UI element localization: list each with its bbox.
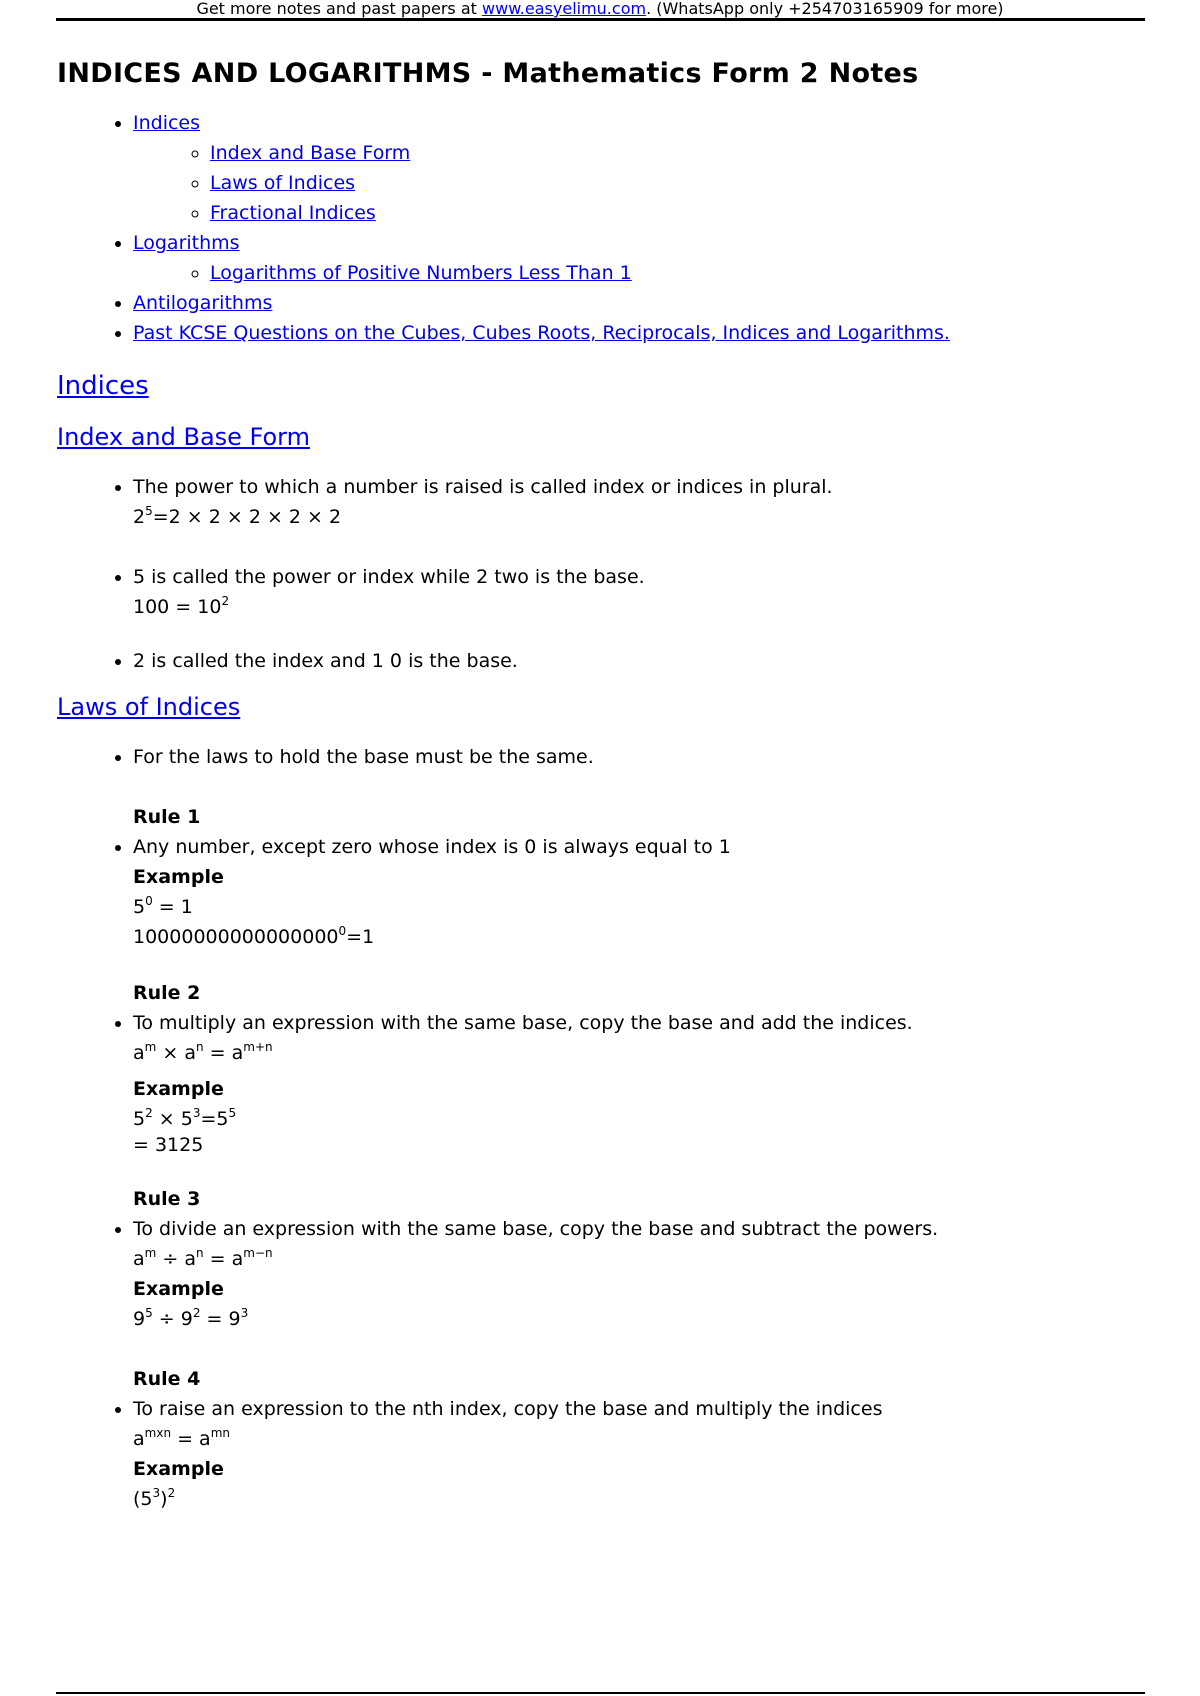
formula-exponent: 2 bbox=[145, 1106, 153, 1120]
toc-item bbox=[133, 228, 1137, 288]
bottom-rule bbox=[56, 1692, 1145, 1694]
toc-link-antilog[interactable]: Antilogarithms bbox=[133, 292, 273, 314]
rule-1-label: Rule 1 bbox=[133, 806, 201, 828]
toc-link-laws[interactable]: Laws of Indices bbox=[210, 172, 356, 194]
list-item bbox=[133, 562, 1137, 622]
header-site-link[interactable]: www.easyelimu.com bbox=[482, 0, 647, 18]
formula-rest: ÷ a bbox=[156, 1248, 197, 1270]
rule-2-text: • To multiply an expression with the same base, copy the base and add the indices. bbox=[133, 1012, 913, 1034]
rule-1-list bbox=[57, 832, 1137, 952]
document-body bbox=[57, 54, 1137, 1514]
formula-base: 9 bbox=[133, 1308, 146, 1330]
formula bbox=[133, 1424, 1137, 1454]
header-suffix: . (WhatsApp only +254703165909 for more) bbox=[646, 0, 1004, 18]
formula-exponent: 3 bbox=[192, 1106, 201, 1120]
rule-1-text: • Any number, except zero whose index is 0 is always equal to 1 bbox=[133, 836, 731, 858]
heading-link-index-base[interactable]: Index and Base Form bbox=[57, 423, 311, 451]
formula bbox=[133, 922, 1137, 952]
section-heading-indices bbox=[57, 368, 1137, 404]
bullet-text: • 2 is called the index and 1 0 is the base. bbox=[133, 650, 518, 672]
formula-rest: = 9 bbox=[200, 1308, 241, 1330]
toc-item bbox=[210, 138, 1137, 168]
formula-rest: × 5 bbox=[152, 1108, 193, 1130]
toc-item bbox=[210, 198, 1137, 228]
formula bbox=[133, 502, 1137, 532]
bullet-text: • The power to which a number is raised is called index or indices in plural. bbox=[133, 476, 833, 498]
formula-exponent: m+n bbox=[243, 1040, 273, 1054]
formula bbox=[133, 1244, 1137, 1274]
header-prefix: Get more notes and past papers at bbox=[196, 0, 483, 18]
top-rule bbox=[56, 18, 1145, 21]
list-item bbox=[133, 1008, 1137, 1156]
example-label: Example bbox=[133, 1458, 224, 1480]
formula-exponent: mxn bbox=[144, 1426, 172, 1440]
toc-link-log-less-one[interactable]: Logarithms of Positive Numbers Less Than 1 bbox=[210, 262, 632, 284]
formula bbox=[133, 1038, 1137, 1068]
formula-rest: ÷ 9 bbox=[152, 1308, 193, 1330]
formula-exponent: m−n bbox=[243, 1246, 273, 1260]
formula-rest: = a bbox=[203, 1248, 244, 1270]
formula bbox=[133, 1104, 1137, 1134]
formula-exponent: 5 bbox=[145, 504, 153, 518]
heading-link-indices[interactable]: Indices bbox=[57, 371, 149, 401]
toc-item bbox=[133, 108, 1137, 228]
index-base-list bbox=[57, 472, 1137, 676]
formula bbox=[133, 892, 1137, 922]
example-label: Example bbox=[133, 1278, 224, 1300]
list-item bbox=[133, 1214, 1137, 1334]
rule-4-text: • To raise an expression to the nth index, copy the base and multiply the indices bbox=[133, 1398, 883, 1420]
rule-2-label: Rule 2 bbox=[133, 982, 201, 1004]
formula-exponent: 2 bbox=[192, 1306, 201, 1320]
bullet-text: For the laws to hold the base must be the same. bbox=[133, 746, 594, 768]
formula-exponent: 0 bbox=[145, 894, 153, 908]
rule-3-text: • To divide an expression with the same base, copy the base and subtract the powers. bbox=[133, 1218, 939, 1240]
formula-exponent: 3 bbox=[240, 1306, 249, 1320]
header-banner bbox=[0, 0, 1200, 18]
page-title: INDICES AND LOGARITHMS - Mathematics Form 2 Notes bbox=[57, 58, 919, 89]
rule-2-list bbox=[57, 1008, 1137, 1156]
formula-exponent: 5 bbox=[228, 1106, 237, 1120]
formula-base: a bbox=[133, 1248, 145, 1270]
formula-exponent: 5 bbox=[145, 1306, 153, 1320]
toc-link-past-kcse[interactable]: Past KCSE Questions on the Cubes, Cubes Roots, Reciprocals, Indices and Logarithms. bbox=[133, 322, 950, 344]
formula-base: (5 bbox=[133, 1488, 153, 1510]
formula-rest: × a bbox=[156, 1042, 197, 1064]
formula-rest: =1 bbox=[346, 926, 375, 948]
example-label: Example bbox=[133, 1078, 224, 1100]
formula-base: 10000000000000000 bbox=[133, 926, 339, 948]
formula-exponent: n bbox=[196, 1040, 204, 1054]
toc-link-index-base[interactable]: Index and Base Form bbox=[210, 142, 411, 164]
formula-exponent: mn bbox=[210, 1426, 231, 1440]
toc-link-indices[interactable]: Indices bbox=[133, 112, 201, 134]
section-heading-laws bbox=[57, 690, 1137, 724]
formula-exponent: 0 bbox=[338, 924, 347, 938]
example-label: Example bbox=[133, 866, 224, 888]
formula-base: 5 bbox=[133, 896, 146, 918]
formula-rest: = 1 bbox=[152, 896, 193, 918]
toc-item bbox=[133, 288, 1137, 318]
laws-intro-list bbox=[57, 742, 1137, 772]
formula-exponent: m bbox=[144, 1040, 157, 1054]
formula bbox=[133, 1304, 1137, 1334]
list-item bbox=[133, 832, 1137, 952]
toc-item bbox=[133, 318, 1137, 348]
formula-exponent: n bbox=[196, 1246, 204, 1260]
list-item bbox=[133, 742, 1137, 772]
rule-3-label: Rule 3 bbox=[133, 1188, 201, 1210]
formula-rest: = a bbox=[203, 1042, 244, 1064]
formula-base: a bbox=[133, 1042, 145, 1064]
formula bbox=[133, 592, 1137, 622]
bullet-text: • 5 is called the power or index while 2 two is the base. bbox=[133, 566, 645, 588]
toc-link-logarithms[interactable]: Logarithms bbox=[133, 232, 240, 254]
list-item bbox=[133, 1394, 1137, 1514]
formula-exponent: 2 bbox=[167, 1486, 176, 1500]
formula-base: 2 bbox=[133, 506, 146, 528]
rule-4-label: Rule 4 bbox=[133, 1368, 201, 1390]
formula-rest: =5 bbox=[200, 1108, 229, 1130]
list-item bbox=[133, 472, 1137, 532]
rule-3-list bbox=[57, 1214, 1137, 1334]
toc-link-fractional[interactable]: Fractional Indices bbox=[210, 202, 376, 224]
section-heading-index-base bbox=[57, 420, 1137, 454]
formula-rest: = a bbox=[171, 1428, 211, 1450]
list-item bbox=[133, 646, 1137, 676]
formula-rest: ) bbox=[160, 1488, 168, 1510]
formula-exponent: 2 bbox=[221, 594, 230, 608]
formula-base: 5 bbox=[133, 1108, 146, 1130]
table-of-contents bbox=[57, 108, 1137, 348]
toc-item bbox=[210, 258, 1137, 288]
rule-4-list bbox=[57, 1394, 1137, 1514]
formula-rest: =2 × 2 × 2 × 2 × 2 bbox=[152, 506, 342, 528]
formula-exponent: m bbox=[144, 1246, 157, 1260]
heading-link-laws[interactable]: Laws of Indices bbox=[57, 693, 241, 721]
formula-base: a bbox=[133, 1428, 145, 1450]
formula-exponent: 3 bbox=[152, 1486, 161, 1500]
toc-item bbox=[210, 168, 1137, 198]
formula-base: 100 = 10 bbox=[133, 596, 222, 618]
formula bbox=[133, 1484, 1137, 1514]
formula-result: = 3125 bbox=[133, 1134, 204, 1156]
